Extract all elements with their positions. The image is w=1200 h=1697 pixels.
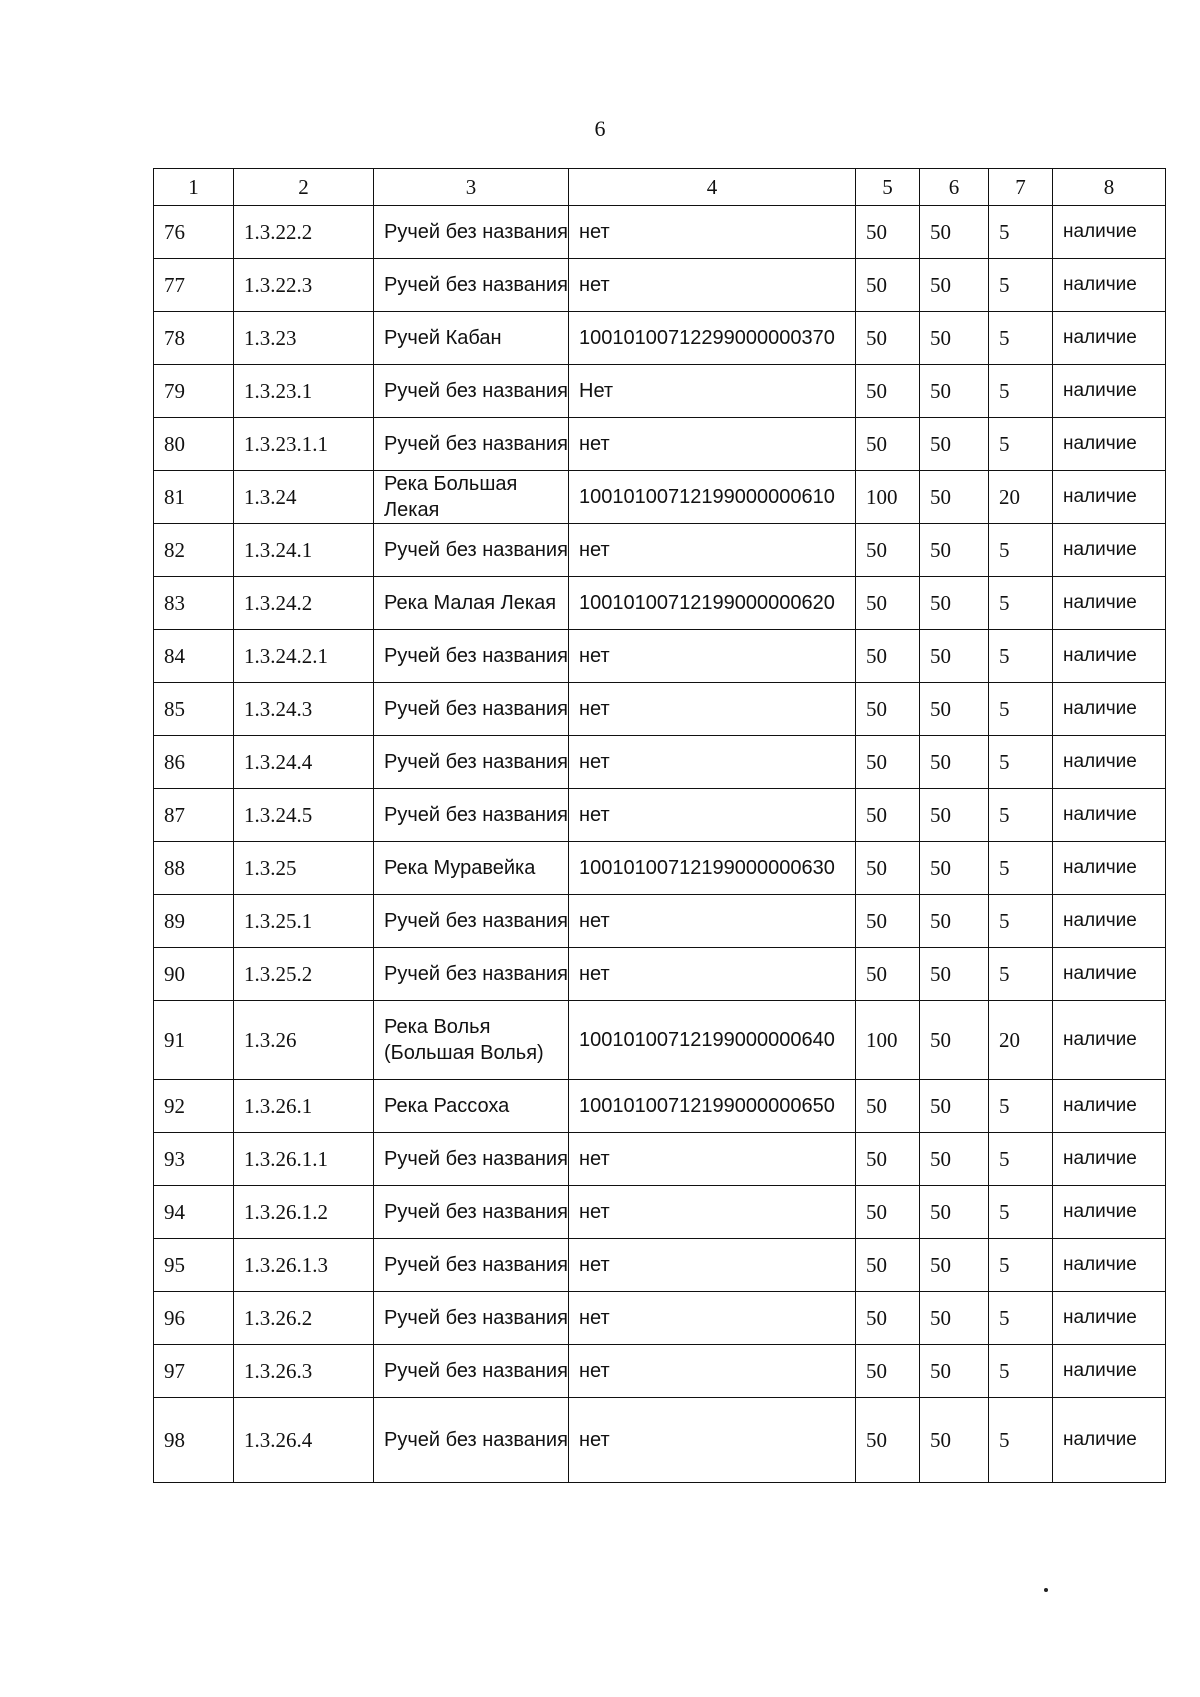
presence-cell: наличие bbox=[1053, 1398, 1166, 1483]
registry-code-cell: 10010100712199000000620 bbox=[569, 577, 856, 630]
section-code-cell: 1.3.26.3 bbox=[234, 1345, 374, 1398]
row-number-cell: 85 bbox=[154, 683, 234, 736]
presence-cell: наличие bbox=[1053, 842, 1166, 895]
section-code-cell: 1.3.26.1.1 bbox=[234, 1133, 374, 1186]
column-5-cell: 50 bbox=[856, 736, 920, 789]
section-code-cell: 1.3.26.4 bbox=[234, 1398, 374, 1483]
registry-code-cell: нет bbox=[569, 206, 856, 259]
registry-code-cell: нет bbox=[569, 418, 856, 471]
column-7-cell: 5 bbox=[989, 895, 1053, 948]
column-6-cell: 50 bbox=[920, 259, 989, 312]
presence-cell: наличие bbox=[1053, 1239, 1166, 1292]
section-code-cell: 1.3.22.2 bbox=[234, 206, 374, 259]
header-cell-6: 6 bbox=[920, 169, 989, 206]
column-6-cell: 50 bbox=[920, 842, 989, 895]
section-code-cell: 1.3.24 bbox=[234, 471, 374, 524]
row-number-cell: 95 bbox=[154, 1239, 234, 1292]
column-5-cell: 50 bbox=[856, 1133, 920, 1186]
section-code-cell: 1.3.25.2 bbox=[234, 948, 374, 1001]
section-code-cell: 1.3.23.1.1 bbox=[234, 418, 374, 471]
row-number-cell: 82 bbox=[154, 524, 234, 577]
table-row bbox=[154, 1292, 1166, 1345]
water-body-name-cell: Ручей без названия bbox=[374, 1398, 569, 1483]
row-number-cell: 92 bbox=[154, 1080, 234, 1133]
presence-cell: наличие bbox=[1053, 259, 1166, 312]
column-5-cell: 50 bbox=[856, 418, 920, 471]
column-6-cell: 50 bbox=[920, 418, 989, 471]
section-code-cell: 1.3.23 bbox=[234, 312, 374, 365]
header-cell-4: 4 bbox=[569, 169, 856, 206]
registry-code-cell: нет bbox=[569, 683, 856, 736]
water-body-name-cell: Ручей без названия bbox=[374, 365, 569, 418]
column-7-cell: 5 bbox=[989, 1080, 1053, 1133]
column-7-cell: 5 bbox=[989, 1133, 1053, 1186]
table-row bbox=[154, 471, 1166, 524]
section-code-cell: 1.3.26.1 bbox=[234, 1080, 374, 1133]
table-row bbox=[154, 365, 1166, 418]
column-5-cell: 50 bbox=[856, 365, 920, 418]
column-5-cell: 50 bbox=[856, 630, 920, 683]
column-6-cell: 50 bbox=[920, 1398, 989, 1483]
registry-code-cell: нет bbox=[569, 1292, 856, 1345]
column-5-cell: 50 bbox=[856, 1345, 920, 1398]
presence-cell: наличие bbox=[1053, 1186, 1166, 1239]
column-5-cell: 50 bbox=[856, 259, 920, 312]
water-body-name-cell: Ручей без названия bbox=[374, 1292, 569, 1345]
column-6-cell: 50 bbox=[920, 524, 989, 577]
row-number-cell: 76 bbox=[154, 206, 234, 259]
section-code-cell: 1.3.24.4 bbox=[234, 736, 374, 789]
column-6-cell: 50 bbox=[920, 365, 989, 418]
registry-code-cell: нет bbox=[569, 736, 856, 789]
water-body-name-cell: Ручей без названия bbox=[374, 524, 569, 577]
water-body-name-cell: Ручей без названия bbox=[374, 789, 569, 842]
water-body-name-cell: Ручей без названия bbox=[374, 259, 569, 312]
section-code-cell: 1.3.24.3 bbox=[234, 683, 374, 736]
registry-code-cell: нет bbox=[569, 948, 856, 1001]
water-body-name-cell: Ручей без названия bbox=[374, 1133, 569, 1186]
column-7-cell: 5 bbox=[989, 789, 1053, 842]
registry-code-cell: нет bbox=[569, 1133, 856, 1186]
table-row bbox=[154, 736, 1166, 789]
column-5-cell: 50 bbox=[856, 789, 920, 842]
presence-cell: наличие bbox=[1053, 948, 1166, 1001]
table-row bbox=[154, 524, 1166, 577]
column-7-cell: 5 bbox=[989, 259, 1053, 312]
section-code-cell: 1.3.22.3 bbox=[234, 259, 374, 312]
registry-code-cell: 10010100712199000000630 bbox=[569, 842, 856, 895]
table-row bbox=[154, 206, 1166, 259]
section-code-cell: 1.3.26.2 bbox=[234, 1292, 374, 1345]
section-code-cell: 1.3.26.1.2 bbox=[234, 1186, 374, 1239]
column-5-cell: 50 bbox=[856, 895, 920, 948]
table-row bbox=[154, 1345, 1166, 1398]
column-7-cell: 20 bbox=[989, 471, 1053, 524]
row-number-cell: 84 bbox=[154, 630, 234, 683]
table-row bbox=[154, 895, 1166, 948]
column-5-cell: 50 bbox=[856, 206, 920, 259]
column-7-cell: 5 bbox=[989, 206, 1053, 259]
page-number: 6 bbox=[594, 116, 606, 141]
water-body-name-cell: Река Большая Лекая bbox=[374, 471, 569, 524]
row-number-cell: 94 bbox=[154, 1186, 234, 1239]
row-number-cell: 81 bbox=[154, 471, 234, 524]
section-code-cell: 1.3.26 bbox=[234, 1001, 374, 1080]
section-code-cell: 1.3.23.1 bbox=[234, 365, 374, 418]
table-row bbox=[154, 789, 1166, 842]
registry-code-cell: 10010100712299000000370 bbox=[569, 312, 856, 365]
water-body-name-cell: Река Рассоха bbox=[374, 1080, 569, 1133]
presence-cell: наличие bbox=[1053, 206, 1166, 259]
registry-code-cell: 10010100712199000000640 bbox=[569, 1001, 856, 1080]
column-5-cell: 50 bbox=[856, 1186, 920, 1239]
column-5-cell: 50 bbox=[856, 842, 920, 895]
column-5-cell: 100 bbox=[856, 471, 920, 524]
row-number-cell: 79 bbox=[154, 365, 234, 418]
column-6-cell: 50 bbox=[920, 1345, 989, 1398]
column-7-cell: 5 bbox=[989, 948, 1053, 1001]
column-6-cell: 50 bbox=[920, 630, 989, 683]
row-number-cell: 89 bbox=[154, 895, 234, 948]
row-number-cell: 90 bbox=[154, 948, 234, 1001]
table-row bbox=[154, 630, 1166, 683]
water-body-name-cell: Ручей без названия bbox=[374, 1186, 569, 1239]
column-6-cell: 50 bbox=[920, 948, 989, 1001]
table-row bbox=[154, 1186, 1166, 1239]
column-6-cell: 50 bbox=[920, 1292, 989, 1345]
row-number-cell: 87 bbox=[154, 789, 234, 842]
column-7-cell: 5 bbox=[989, 1292, 1053, 1345]
presence-cell: наличие bbox=[1053, 1001, 1166, 1080]
row-number-cell: 98 bbox=[154, 1398, 234, 1483]
column-6-cell: 50 bbox=[920, 1239, 989, 1292]
water-body-name-cell: Ручей без названия bbox=[374, 630, 569, 683]
section-code-cell: 1.3.24.2.1 bbox=[234, 630, 374, 683]
table-row bbox=[154, 1133, 1166, 1186]
section-code-cell: 1.3.24.5 bbox=[234, 789, 374, 842]
row-number-cell: 83 bbox=[154, 577, 234, 630]
row-number-cell: 80 bbox=[154, 418, 234, 471]
presence-cell: наличие bbox=[1053, 683, 1166, 736]
column-5-cell: 50 bbox=[856, 948, 920, 1001]
presence-cell: наличие bbox=[1053, 630, 1166, 683]
row-number-cell: 96 bbox=[154, 1292, 234, 1345]
registry-code-cell: нет bbox=[569, 789, 856, 842]
presence-cell: наличие bbox=[1053, 1345, 1166, 1398]
table-row bbox=[154, 1239, 1166, 1292]
registry-code-cell: нет bbox=[569, 1239, 856, 1292]
section-code-cell: 1.3.24.2 bbox=[234, 577, 374, 630]
column-7-cell: 5 bbox=[989, 630, 1053, 683]
presence-cell: наличие bbox=[1053, 1080, 1166, 1133]
row-number-cell: 91 bbox=[154, 1001, 234, 1080]
registry-code-cell: нет bbox=[569, 524, 856, 577]
registry-code-cell: нет bbox=[569, 1345, 856, 1398]
column-6-cell: 50 bbox=[920, 1186, 989, 1239]
table-row bbox=[154, 683, 1166, 736]
column-6-cell: 50 bbox=[920, 1133, 989, 1186]
row-number-cell: 93 bbox=[154, 1133, 234, 1186]
column-7-cell: 5 bbox=[989, 1345, 1053, 1398]
column-5-cell: 50 bbox=[856, 683, 920, 736]
column-5-cell: 50 bbox=[856, 1292, 920, 1345]
water-body-name-cell: Река Муравейка bbox=[374, 842, 569, 895]
data-table bbox=[153, 168, 1166, 1483]
table-row bbox=[154, 259, 1166, 312]
section-code-cell: 1.3.25 bbox=[234, 842, 374, 895]
header-row bbox=[154, 169, 1166, 206]
water-body-name-cell: Ручей без названия bbox=[374, 736, 569, 789]
table-row bbox=[154, 1080, 1166, 1133]
column-7-cell: 5 bbox=[989, 1398, 1053, 1483]
water-body-name-cell: Ручей без названия bbox=[374, 683, 569, 736]
presence-cell: наличие bbox=[1053, 471, 1166, 524]
registry-code-cell: нет bbox=[569, 1398, 856, 1483]
column-5-cell: 50 bbox=[856, 577, 920, 630]
water-body-name-cell: Ручей без названия bbox=[374, 948, 569, 1001]
column-7-cell: 5 bbox=[989, 736, 1053, 789]
water-body-name-cell: Ручей без названия bbox=[374, 418, 569, 471]
registry-code-cell: 10010100712199000000610 bbox=[569, 471, 856, 524]
registry-code-cell: нет bbox=[569, 259, 856, 312]
presence-cell: наличие bbox=[1053, 1133, 1166, 1186]
column-5-cell: 50 bbox=[856, 524, 920, 577]
section-code-cell: 1.3.26.1.3 bbox=[234, 1239, 374, 1292]
column-7-cell: 5 bbox=[989, 1186, 1053, 1239]
column-7-cell: 5 bbox=[989, 312, 1053, 365]
column-7-cell: 5 bbox=[989, 683, 1053, 736]
presence-cell: наличие bbox=[1053, 418, 1166, 471]
table-row bbox=[154, 418, 1166, 471]
presence-cell: наличие bbox=[1053, 1292, 1166, 1345]
registry-code-cell: нет bbox=[569, 630, 856, 683]
water-body-name-cell: Ручей без названия bbox=[374, 1345, 569, 1398]
column-5-cell: 50 bbox=[856, 1239, 920, 1292]
header-cell-1: 1 bbox=[154, 169, 234, 206]
water-body-name-cell: Река Малая Лекая bbox=[374, 577, 569, 630]
presence-cell: наличие bbox=[1053, 524, 1166, 577]
column-7-cell: 5 bbox=[989, 577, 1053, 630]
row-number-cell: 86 bbox=[154, 736, 234, 789]
table-row bbox=[154, 312, 1166, 365]
column-7-cell: 5 bbox=[989, 524, 1053, 577]
presence-cell: наличие bbox=[1053, 736, 1166, 789]
water-body-name-cell: Ручей без названия bbox=[374, 1239, 569, 1292]
column-7-cell: 5 bbox=[989, 365, 1053, 418]
header-cell-8: 8 bbox=[1053, 169, 1166, 206]
presence-cell: наличие bbox=[1053, 365, 1166, 418]
table-row bbox=[154, 948, 1166, 1001]
header-cell-5: 5 bbox=[856, 169, 920, 206]
presence-cell: наличие bbox=[1053, 895, 1166, 948]
presence-cell: наличие bbox=[1053, 577, 1166, 630]
water-body-name-cell: Река Волья (Большая Волья) bbox=[374, 1001, 569, 1080]
table-row bbox=[154, 1398, 1166, 1483]
column-6-cell: 50 bbox=[920, 312, 989, 365]
table-row bbox=[154, 1001, 1166, 1080]
water-body-name-cell: Ручей Кабан bbox=[374, 312, 569, 365]
section-code-cell: 1.3.24.1 bbox=[234, 524, 374, 577]
row-number-cell: 97 bbox=[154, 1345, 234, 1398]
registry-code-cell: нет bbox=[569, 895, 856, 948]
table-body bbox=[154, 206, 1166, 1483]
column-6-cell: 50 bbox=[920, 1080, 989, 1133]
table-row bbox=[154, 842, 1166, 895]
registry-code-cell: 10010100712199000000650 bbox=[569, 1080, 856, 1133]
row-number-cell: 78 bbox=[154, 312, 234, 365]
column-6-cell: 50 bbox=[920, 1001, 989, 1080]
table-row bbox=[154, 577, 1166, 630]
presence-cell: наличие bbox=[1053, 789, 1166, 842]
presence-cell: наличие bbox=[1053, 312, 1166, 365]
column-5-cell: 50 bbox=[856, 1398, 920, 1483]
column-6-cell: 50 bbox=[920, 736, 989, 789]
column-6-cell: 50 bbox=[920, 206, 989, 259]
header-cell-2: 2 bbox=[234, 169, 374, 206]
column-6-cell: 50 bbox=[920, 683, 989, 736]
header-cell-3: 3 bbox=[374, 169, 569, 206]
scan-dot-mark bbox=[1044, 1588, 1048, 1592]
column-7-cell: 20 bbox=[989, 1001, 1053, 1080]
column-6-cell: 50 bbox=[920, 577, 989, 630]
column-5-cell: 50 bbox=[856, 312, 920, 365]
registry-code-cell: Нет bbox=[569, 365, 856, 418]
row-number-cell: 88 bbox=[154, 842, 234, 895]
registry-code-cell: нет bbox=[569, 1186, 856, 1239]
column-7-cell: 5 bbox=[989, 418, 1053, 471]
column-6-cell: 50 bbox=[920, 895, 989, 948]
water-body-name-cell: Ручей без названия bbox=[374, 206, 569, 259]
header-cell-7: 7 bbox=[989, 169, 1053, 206]
row-number-cell: 77 bbox=[154, 259, 234, 312]
column-5-cell: 100 bbox=[856, 1001, 920, 1080]
column-6-cell: 50 bbox=[920, 789, 989, 842]
column-5-cell: 50 bbox=[856, 1080, 920, 1133]
column-7-cell: 5 bbox=[989, 1239, 1053, 1292]
section-code-cell: 1.3.25.1 bbox=[234, 895, 374, 948]
water-body-name-cell: Ручей без названия bbox=[374, 895, 569, 948]
column-7-cell: 5 bbox=[989, 842, 1053, 895]
column-6-cell: 50 bbox=[920, 471, 989, 524]
